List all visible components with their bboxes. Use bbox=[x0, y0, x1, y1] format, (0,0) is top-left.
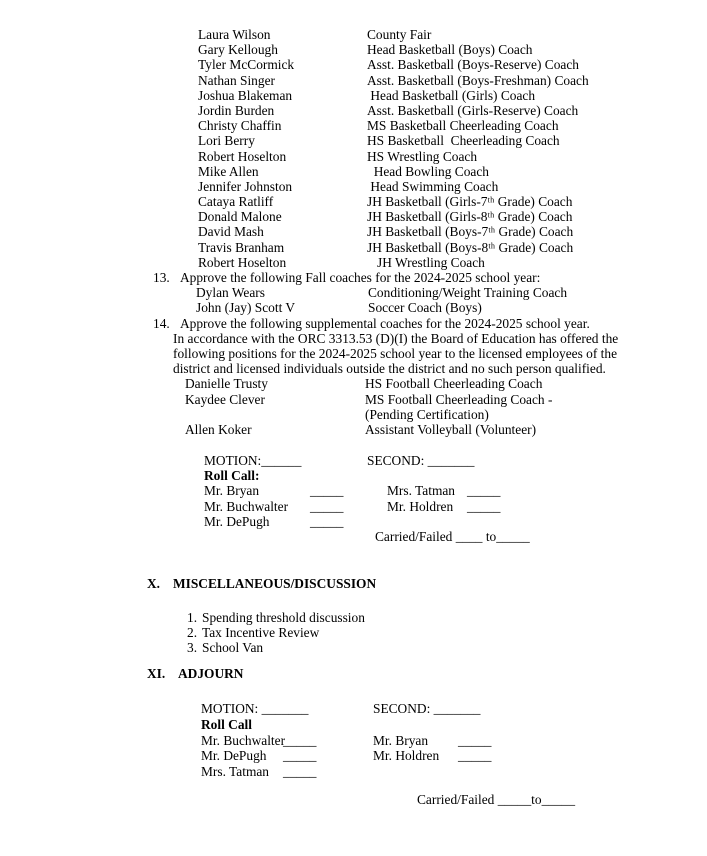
coach-row bbox=[0, 422, 707, 437]
paragraph-line: district and licensed individuals outside the district and no such person qualified. bbox=[173, 361, 606, 377]
paragraph-line: In accordance with the ORC 3313.53 (D)(I) the Board of Education has offered the bbox=[173, 330, 619, 346]
member-name: Mr. Bryan bbox=[204, 483, 260, 499]
member-name: Mr. Buchwalter bbox=[201, 732, 286, 748]
roll-call-row bbox=[0, 733, 707, 749]
coach-row bbox=[0, 407, 707, 422]
list-item-text: School Van bbox=[202, 640, 264, 656]
coach-row bbox=[0, 118, 707, 133]
coach-row bbox=[0, 255, 707, 270]
coach-row bbox=[0, 42, 707, 57]
roll-call-row bbox=[0, 514, 707, 529]
list-item bbox=[0, 625, 707, 640]
coach-name: Robert Hoselton bbox=[198, 148, 287, 164]
coach-name: Kaydee Clever bbox=[185, 391, 265, 407]
coach-name: Allen Koker bbox=[185, 421, 252, 437]
coach-position: Asst. Basketball (Boys-Reserve) Coach bbox=[367, 57, 579, 73]
vote-blank: _____ bbox=[458, 748, 492, 764]
member-name: Mr. DePugh bbox=[201, 748, 267, 764]
coach-name: Robert Hoselton bbox=[198, 254, 287, 270]
member-name: Mr. Bryan bbox=[373, 732, 429, 748]
coach-position: (Pending Certification) bbox=[365, 406, 489, 422]
vote-blank: _____ bbox=[310, 513, 344, 529]
roll-call-row bbox=[0, 499, 707, 514]
carried-failed-line: Carried/Failed ____ to_____ bbox=[375, 528, 530, 544]
roll-call-label: Roll Call bbox=[201, 716, 252, 732]
agenda-item-14 bbox=[0, 316, 707, 331]
carried-failed-line: Carried/Failed _____to_____ bbox=[417, 792, 576, 807]
coach-position: Head Basketball (Girls) Coach bbox=[367, 87, 536, 103]
member-name: Mr. Holdren bbox=[387, 498, 454, 514]
coach-row bbox=[0, 179, 707, 194]
coach-name: Mike Allen bbox=[198, 163, 259, 179]
paragraph-row bbox=[0, 331, 707, 346]
coach-name: John (Jay) Scott V bbox=[196, 300, 296, 316]
list-item bbox=[0, 610, 707, 625]
coach-row bbox=[0, 88, 707, 103]
coach-name: Nathan Singer bbox=[198, 72, 275, 88]
member-name: Mr. Holdren bbox=[373, 748, 440, 764]
motion-second-row bbox=[0, 701, 707, 717]
coach-row bbox=[0, 300, 707, 315]
list-item-number: 2. bbox=[187, 625, 198, 641]
coach-name: Gary Kellough bbox=[198, 42, 278, 58]
section-title: ADJOURN bbox=[178, 666, 244, 681]
second-line: SECOND: _______ bbox=[367, 453, 475, 468]
list-item-text: Spending threshold discussion bbox=[202, 610, 365, 625]
roll-call-row bbox=[0, 764, 707, 780]
section-xi-heading bbox=[0, 666, 707, 682]
list-item-number: 3. bbox=[187, 640, 198, 656]
section-title: MISCELLANEOUS/DISCUSSION bbox=[173, 576, 377, 591]
coach-name: Tyler McCormick bbox=[198, 57, 295, 73]
coach-name: Jordin Burden bbox=[198, 102, 275, 118]
coach-position: JH Basketball (Boys-7ᵗʰ Grade) Coach bbox=[367, 224, 574, 240]
vote-blank: _____ bbox=[467, 483, 501, 499]
roll-call-label: Roll Call: bbox=[204, 468, 260, 484]
paragraph-row bbox=[0, 361, 707, 376]
roll-call-header-row bbox=[0, 468, 707, 483]
coach-row bbox=[0, 392, 707, 407]
coach-name: Cataya Ratliff bbox=[198, 194, 274, 210]
coach-position: HS Basketball Cheerleading Coach bbox=[367, 133, 560, 149]
coach-name: Joshua Blakeman bbox=[198, 87, 293, 103]
member-name: Mrs. Tatman bbox=[387, 483, 455, 499]
coach-position: MS Basketball Cheerleading Coach bbox=[367, 118, 559, 134]
coach-position: JH Basketball (Girls-8ᵗʰ Grade) Coach bbox=[367, 209, 573, 225]
orc-paragraph bbox=[0, 331, 707, 377]
coach-position: Head Swimming Coach bbox=[367, 178, 499, 194]
coach-position: Soccer Coach (Boys) bbox=[368, 300, 482, 316]
vote-blank: _____ bbox=[283, 748, 317, 764]
member-name: Mr. Buchwalter bbox=[204, 498, 289, 514]
coach-name: Donald Malone bbox=[198, 209, 282, 225]
roll-call-list bbox=[0, 483, 707, 529]
supplemental-coach-list bbox=[0, 376, 707, 437]
paragraph-line: following positions for the 2024-2025 school year to the licensed employees of the bbox=[173, 345, 618, 361]
coach-row bbox=[0, 376, 707, 391]
coach-row bbox=[0, 149, 707, 164]
coach-appointments-section bbox=[0, 27, 707, 437]
second-line: SECOND: _______ bbox=[373, 701, 481, 716]
winter-coach-list bbox=[0, 27, 707, 270]
coach-position: County Fair bbox=[367, 27, 432, 42]
coach-position: JH Wrestling Coach bbox=[367, 254, 485, 270]
motion-line: MOTION:______ bbox=[204, 453, 302, 468]
coach-name: Jennifer Johnston bbox=[198, 178, 293, 194]
fall-coach-list bbox=[0, 285, 707, 315]
coach-position: Asst. Basketball (Girls-Reserve) Coach bbox=[367, 102, 579, 118]
coach-row bbox=[0, 224, 707, 239]
motion-line: MOTION: _______ bbox=[201, 701, 309, 716]
section-x-heading bbox=[0, 576, 707, 592]
coach-position: Conditioning/Weight Training Coach bbox=[368, 285, 568, 301]
vote-blank: _____ bbox=[310, 483, 344, 499]
coach-position: JH Basketball (Girls-7ᵗʰ Grade) Coach bbox=[367, 194, 573, 210]
section-number: X. bbox=[147, 576, 161, 591]
coach-name: Dylan Wears bbox=[196, 285, 265, 301]
coach-name: Laura Wilson bbox=[198, 27, 271, 42]
coach-row bbox=[0, 240, 707, 255]
coach-name: David Mash bbox=[198, 224, 264, 240]
coach-name: Christy Chaffin bbox=[198, 118, 282, 134]
roll-call-row bbox=[0, 483, 707, 498]
coach-position: Asst. Basketball (Boys-Freshman) Coach bbox=[367, 72, 589, 88]
coach-name: Lori Berry bbox=[198, 133, 255, 149]
item-13-text: Approve the following Fall coaches for the 2024-2025 school year: bbox=[180, 270, 541, 285]
vote-blank: _____ bbox=[458, 732, 492, 748]
vote-blank: _____ bbox=[283, 764, 317, 779]
motion-block-adjourn bbox=[0, 701, 707, 780]
coach-row bbox=[0, 57, 707, 72]
list-item-number: 1. bbox=[187, 610, 198, 625]
item-14-text: Approve the following supplemental coaches for the 2024-2025 school year. bbox=[180, 315, 590, 331]
motion-second-row bbox=[0, 453, 707, 468]
coach-row bbox=[0, 164, 707, 179]
roll-call-row bbox=[0, 748, 707, 764]
section-number: XI. bbox=[147, 666, 166, 681]
discussion-items-list bbox=[0, 610, 707, 656]
coach-position: MS Football Cheerleading Coach - bbox=[365, 391, 553, 407]
coach-row bbox=[0, 73, 707, 88]
roll-call-header-row bbox=[0, 717, 707, 733]
coach-position: HS Football Cheerleading Coach bbox=[365, 376, 543, 392]
coach-position: Head Bowling Coach bbox=[367, 163, 489, 179]
vote-blank: _____ bbox=[467, 498, 501, 514]
motion-block-coaches bbox=[0, 453, 707, 544]
list-item-text: Tax Incentive Review bbox=[202, 625, 320, 641]
vote-blank: _____ bbox=[283, 732, 317, 748]
coach-row bbox=[0, 285, 707, 300]
member-name: Mrs. Tatman bbox=[201, 764, 269, 779]
coach-name: Danielle Trusty bbox=[185, 376, 268, 392]
coach-position: Head Basketball (Boys) Coach bbox=[367, 42, 533, 58]
coach-name: Travis Branham bbox=[198, 239, 285, 255]
carried-failed-row bbox=[0, 529, 707, 544]
coach-row bbox=[0, 103, 707, 118]
coach-row bbox=[0, 133, 707, 148]
vote-blank: _____ bbox=[310, 498, 344, 514]
roll-call-list bbox=[0, 733, 707, 780]
paragraph-row bbox=[0, 346, 707, 361]
agenda-item-13 bbox=[0, 270, 707, 285]
list-item bbox=[0, 640, 707, 655]
item-14-number: 14. bbox=[153, 315, 170, 331]
coach-position: HS Wrestling Coach bbox=[367, 148, 478, 164]
discussion-items bbox=[0, 610, 707, 656]
item-13-number: 13. bbox=[153, 270, 170, 285]
coach-row bbox=[0, 27, 707, 42]
carried-failed-row bbox=[0, 792, 707, 808]
coach-row bbox=[0, 194, 707, 209]
coach-row bbox=[0, 209, 707, 224]
coach-position: JH Basketball (Boys-8ᵗʰ Grade) Coach bbox=[367, 239, 574, 255]
coach-position: Assistant Volleyball (Volunteer) bbox=[365, 421, 537, 437]
member-name: Mr. DePugh bbox=[204, 513, 270, 529]
